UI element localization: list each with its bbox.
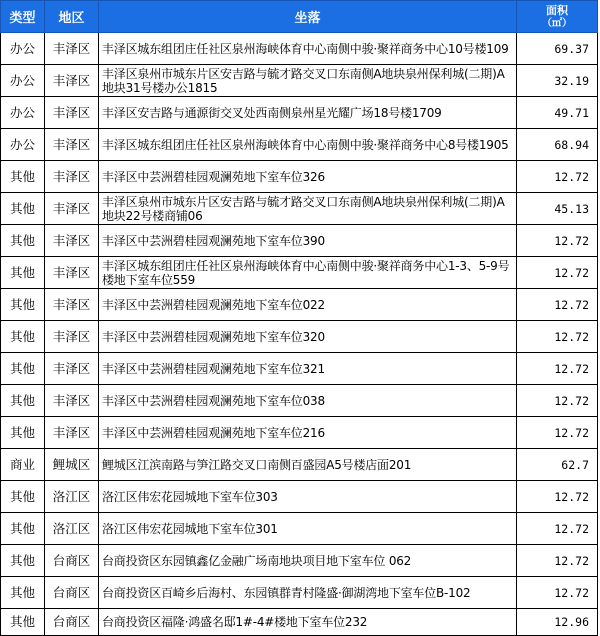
cell-location: 丰泽区中芸洲碧桂园观澜苑地下室车位216 [99,417,517,449]
table-row [1,545,598,577]
table-row [1,417,598,449]
cell-location: 丰泽区城东组团庄任社区泉州海峡体育中心南侧中骏·聚祥商务中心8号楼1905 [99,129,517,161]
cell-type: 其他 [1,385,45,417]
cell-area: 12.72 [517,161,598,193]
cell-region: 丰泽区 [45,385,99,417]
table-row [1,577,598,609]
cell-location: 洛江区伟宏花园城地下室车位303 [99,481,517,513]
cell-area: 12.72 [517,289,598,321]
cell-location: 丰泽区中芸洲碧桂园观澜苑地下室车位326 [99,161,517,193]
cell-area: 12.72 [517,481,598,513]
cell-area: 12.72 [517,545,598,577]
cell-area: 12.72 [517,257,598,289]
table-row [1,449,598,481]
cell-area: 32.19 [517,65,598,97]
cell-location: 丰泽区中芸洲碧桂园观澜苑地下室车位038 [99,385,517,417]
cell-type: 其他 [1,545,45,577]
cell-area: 45.13 [517,193,598,225]
cell-region: 丰泽区 [45,353,99,385]
table-row [1,513,598,545]
cell-type: 其他 [1,161,45,193]
cell-location: 丰泽区泉州市城东片区安吉路与毓才路交叉口东南侧A地块泉州保利城(二期)A地块31号楼办公1815 [99,65,517,97]
table-body [1,33,598,636]
cell-region: 台商区 [45,609,99,636]
cell-type: 其他 [1,577,45,609]
cell-area: 12.72 [517,321,598,353]
cell-region: 丰泽区 [45,97,99,129]
cell-type: 办公 [1,33,45,65]
table-row [1,257,598,289]
cell-area: 12.72 [517,513,598,545]
cell-location: 丰泽区中芸洲碧桂园观澜苑地下室车位022 [99,289,517,321]
header-area-unit: （㎡） [542,17,572,29]
table-row [1,385,598,417]
cell-region: 台商区 [45,577,99,609]
cell-region: 丰泽区 [45,193,99,225]
cell-location: 台商投资区东园镇鑫亿金融广场南地块项目地下室车位 062 [99,545,517,577]
cell-type: 办公 [1,65,45,97]
cell-area: 12.72 [517,417,598,449]
cell-location: 丰泽区中芸洲碧桂园观澜苑地下室车位320 [99,321,517,353]
cell-type: 办公 [1,97,45,129]
cell-region: 鲤城区 [45,449,99,481]
cell-area: 12.72 [517,577,598,609]
table-row [1,225,598,257]
cell-region: 洛江区 [45,481,99,513]
header-type: 类型 [1,1,45,33]
cell-area: 69.37 [517,33,598,65]
table-row [1,129,598,161]
cell-region: 丰泽区 [45,33,99,65]
cell-region: 丰泽区 [45,65,99,97]
table-row [1,321,598,353]
cell-region: 台商区 [45,545,99,577]
header-row [1,1,598,33]
cell-type: 商业 [1,449,45,481]
cell-type: 其他 [1,257,45,289]
cell-region: 丰泽区 [45,257,99,289]
cell-region: 丰泽区 [45,161,99,193]
cell-location: 丰泽区中芸洲碧桂园观澜苑地下室车位321 [99,353,517,385]
cell-location: 丰泽区中芸洲碧桂园观澜苑地下室车位390 [99,225,517,257]
cell-area: 12.72 [517,353,598,385]
cell-region: 丰泽区 [45,129,99,161]
header-location: 坐落 [99,1,517,33]
header-area [517,1,598,33]
cell-type: 其他 [1,513,45,545]
cell-location: 台商投资区福隆·鸿盛名邸1#-4#楼地下室车位232 [99,609,517,636]
cell-area: 68.94 [517,129,598,161]
cell-type: 其他 [1,225,45,257]
cell-type: 其他 [1,353,45,385]
table-row [1,609,598,636]
cell-region: 洛江区 [45,513,99,545]
table-row [1,353,598,385]
header-region: 地区 [45,1,99,33]
cell-area: 62.7 [517,449,598,481]
cell-location: 洛江区伟宏花园城地下室车位301 [99,513,517,545]
cell-region: 丰泽区 [45,417,99,449]
cell-location: 丰泽区泉州市城东片区安吉路与毓才路交叉口东南侧A地块泉州保利城(二期)A地块22号楼商铺06 [99,193,517,225]
cell-location: 丰泽区城东组团庄任社区泉州海峡体育中心南侧中骏·聚祥商务中心1-3、5-9号楼地下室车位559 [99,257,517,289]
table-row [1,161,598,193]
cell-region: 丰泽区 [45,321,99,353]
table-row [1,481,598,513]
cell-region: 丰泽区 [45,225,99,257]
cell-location: 丰泽区安吉路与通源街交叉处西南侧泉州星光耀广场18号楼1709 [99,97,517,129]
cell-type: 办公 [1,129,45,161]
cell-location: 丰泽区城东组团庄任社区泉州海峡体育中心南侧中骏·聚祥商务中心10号楼109 [99,33,517,65]
cell-area: 12.72 [517,385,598,417]
cell-location: 鲤城区江滨南路与笋江路交叉口南侧百盛园A5号楼店面201 [99,449,517,481]
cell-type: 其他 [1,193,45,225]
table-row [1,289,598,321]
cell-type: 其他 [1,289,45,321]
cell-type: 其他 [1,321,45,353]
table-row [1,65,598,97]
cell-type: 其他 [1,481,45,513]
table-row [1,193,598,225]
table-header [1,1,598,33]
cell-region: 丰泽区 [45,289,99,321]
header-area-label: 面积 [546,3,568,17]
cell-type: 其他 [1,609,45,636]
cell-area: 49.71 [517,97,598,129]
cell-area: 12.96 [517,609,598,636]
cell-area: 12.72 [517,225,598,257]
cell-type: 其他 [1,417,45,449]
table-row [1,33,598,65]
table-row [1,97,598,129]
cell-location: 台商投资区百崎乡后海村、东园镇群青村隆盛·御湖湾地下室车位B-102 [99,577,517,609]
